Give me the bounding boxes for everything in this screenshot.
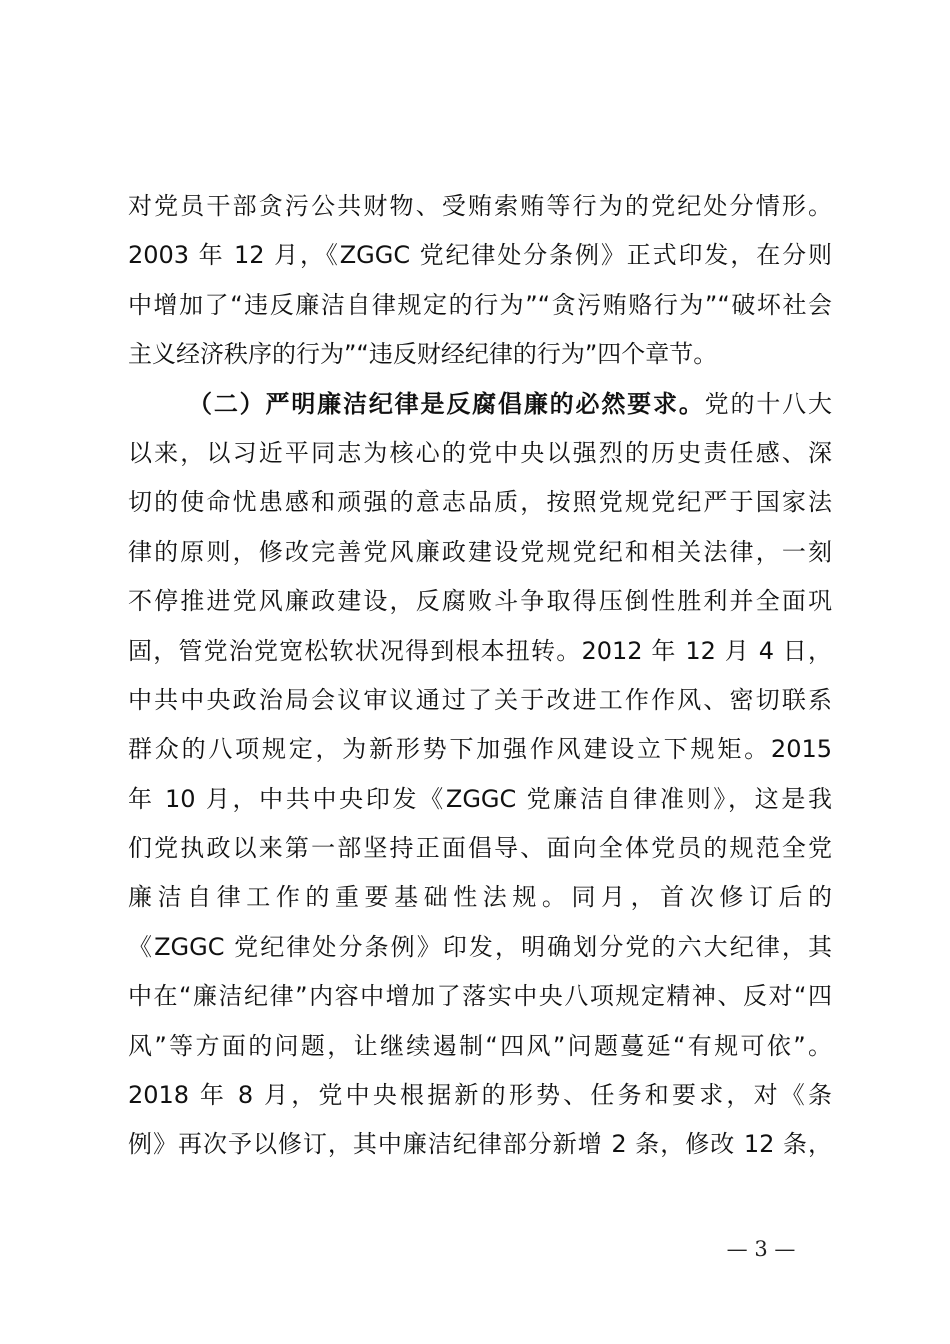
text-line: 廉洁自律工作的重要基础性法规。同月，首次修订后的 [128,883,832,912]
page-number: — 3 — [726,1237,796,1261]
text-line: 年 10 月，中共中央印发《ZGGC 党廉洁自律准则》，这是我 [128,784,832,813]
text-line: 固，管党治党宽松软状况得到根本扭转。2012 年 12 月 4 日， [128,636,832,665]
text-line: 中在“廉洁纪律”内容中增加了落实中央八项规定精神、反对“四 [128,982,832,1011]
text-line: 对党员干部贪污公共财物、受贿索贿等行为的党纪处分情形。 [128,192,832,220]
text-line: 2018 年 8 月，党中央根据新的形势、任务和要求，对《条 [128,1081,832,1110]
text-line: 们党执政以来第一部坚持正面倡导、面向全体党员的规范全党 [128,834,832,863]
section-heading: （二）严明廉洁纪律是反腐倡廉的必然要求。 [188,389,705,418]
section-heading-continuation: 党的十八大 [704,389,833,418]
text-line: 中增加了“违反廉洁自律规定的行为”“贪污贿赂行为”“破坏社会 [128,290,832,319]
text-line: 不停推进党风廉政建设，反腐败斗争取得压倒性胜利并全面巩 [128,587,832,616]
text-line: 风”等方面的问题，让继续遏制“四风”问题蔓延“有规可依”。 [128,1031,832,1060]
text-line: 例》再次予以修订，其中廉洁纪律部分新增 2 条，修改 12 条， [128,1130,832,1159]
text-line: 《ZGGC 党纪律处分条例》印发，明确划分党的六大纪律，其 [128,932,832,961]
text-line: 2003 年 12 月，《ZGGC 党纪律处分条例》正式印发，在分则 [128,241,832,270]
text-line: 主义经济秩序的行为”“违反财经纪律的行为”四个章节。 [128,340,718,369]
section-heading-line [128,380,832,429]
body-text [128,182,832,1170]
text-line: 群众的八项规定，为新形势下加强作风建设立下规矩。2015 [128,735,832,764]
text-line: 中共中央政治局会议审议通过了关于改进工作作风、密切联系 [128,685,832,714]
text-line: 切的使命忧患感和顽强的意志品质，按照党规党纪严于国家法 [128,488,832,517]
text-line: 律的原则，修改完善党风廉政建设党规党纪和相关法律，一刻 [128,537,832,566]
text-line: 以来，以习近平同志为核心的党中央以强烈的历史责任感、深 [128,438,832,467]
